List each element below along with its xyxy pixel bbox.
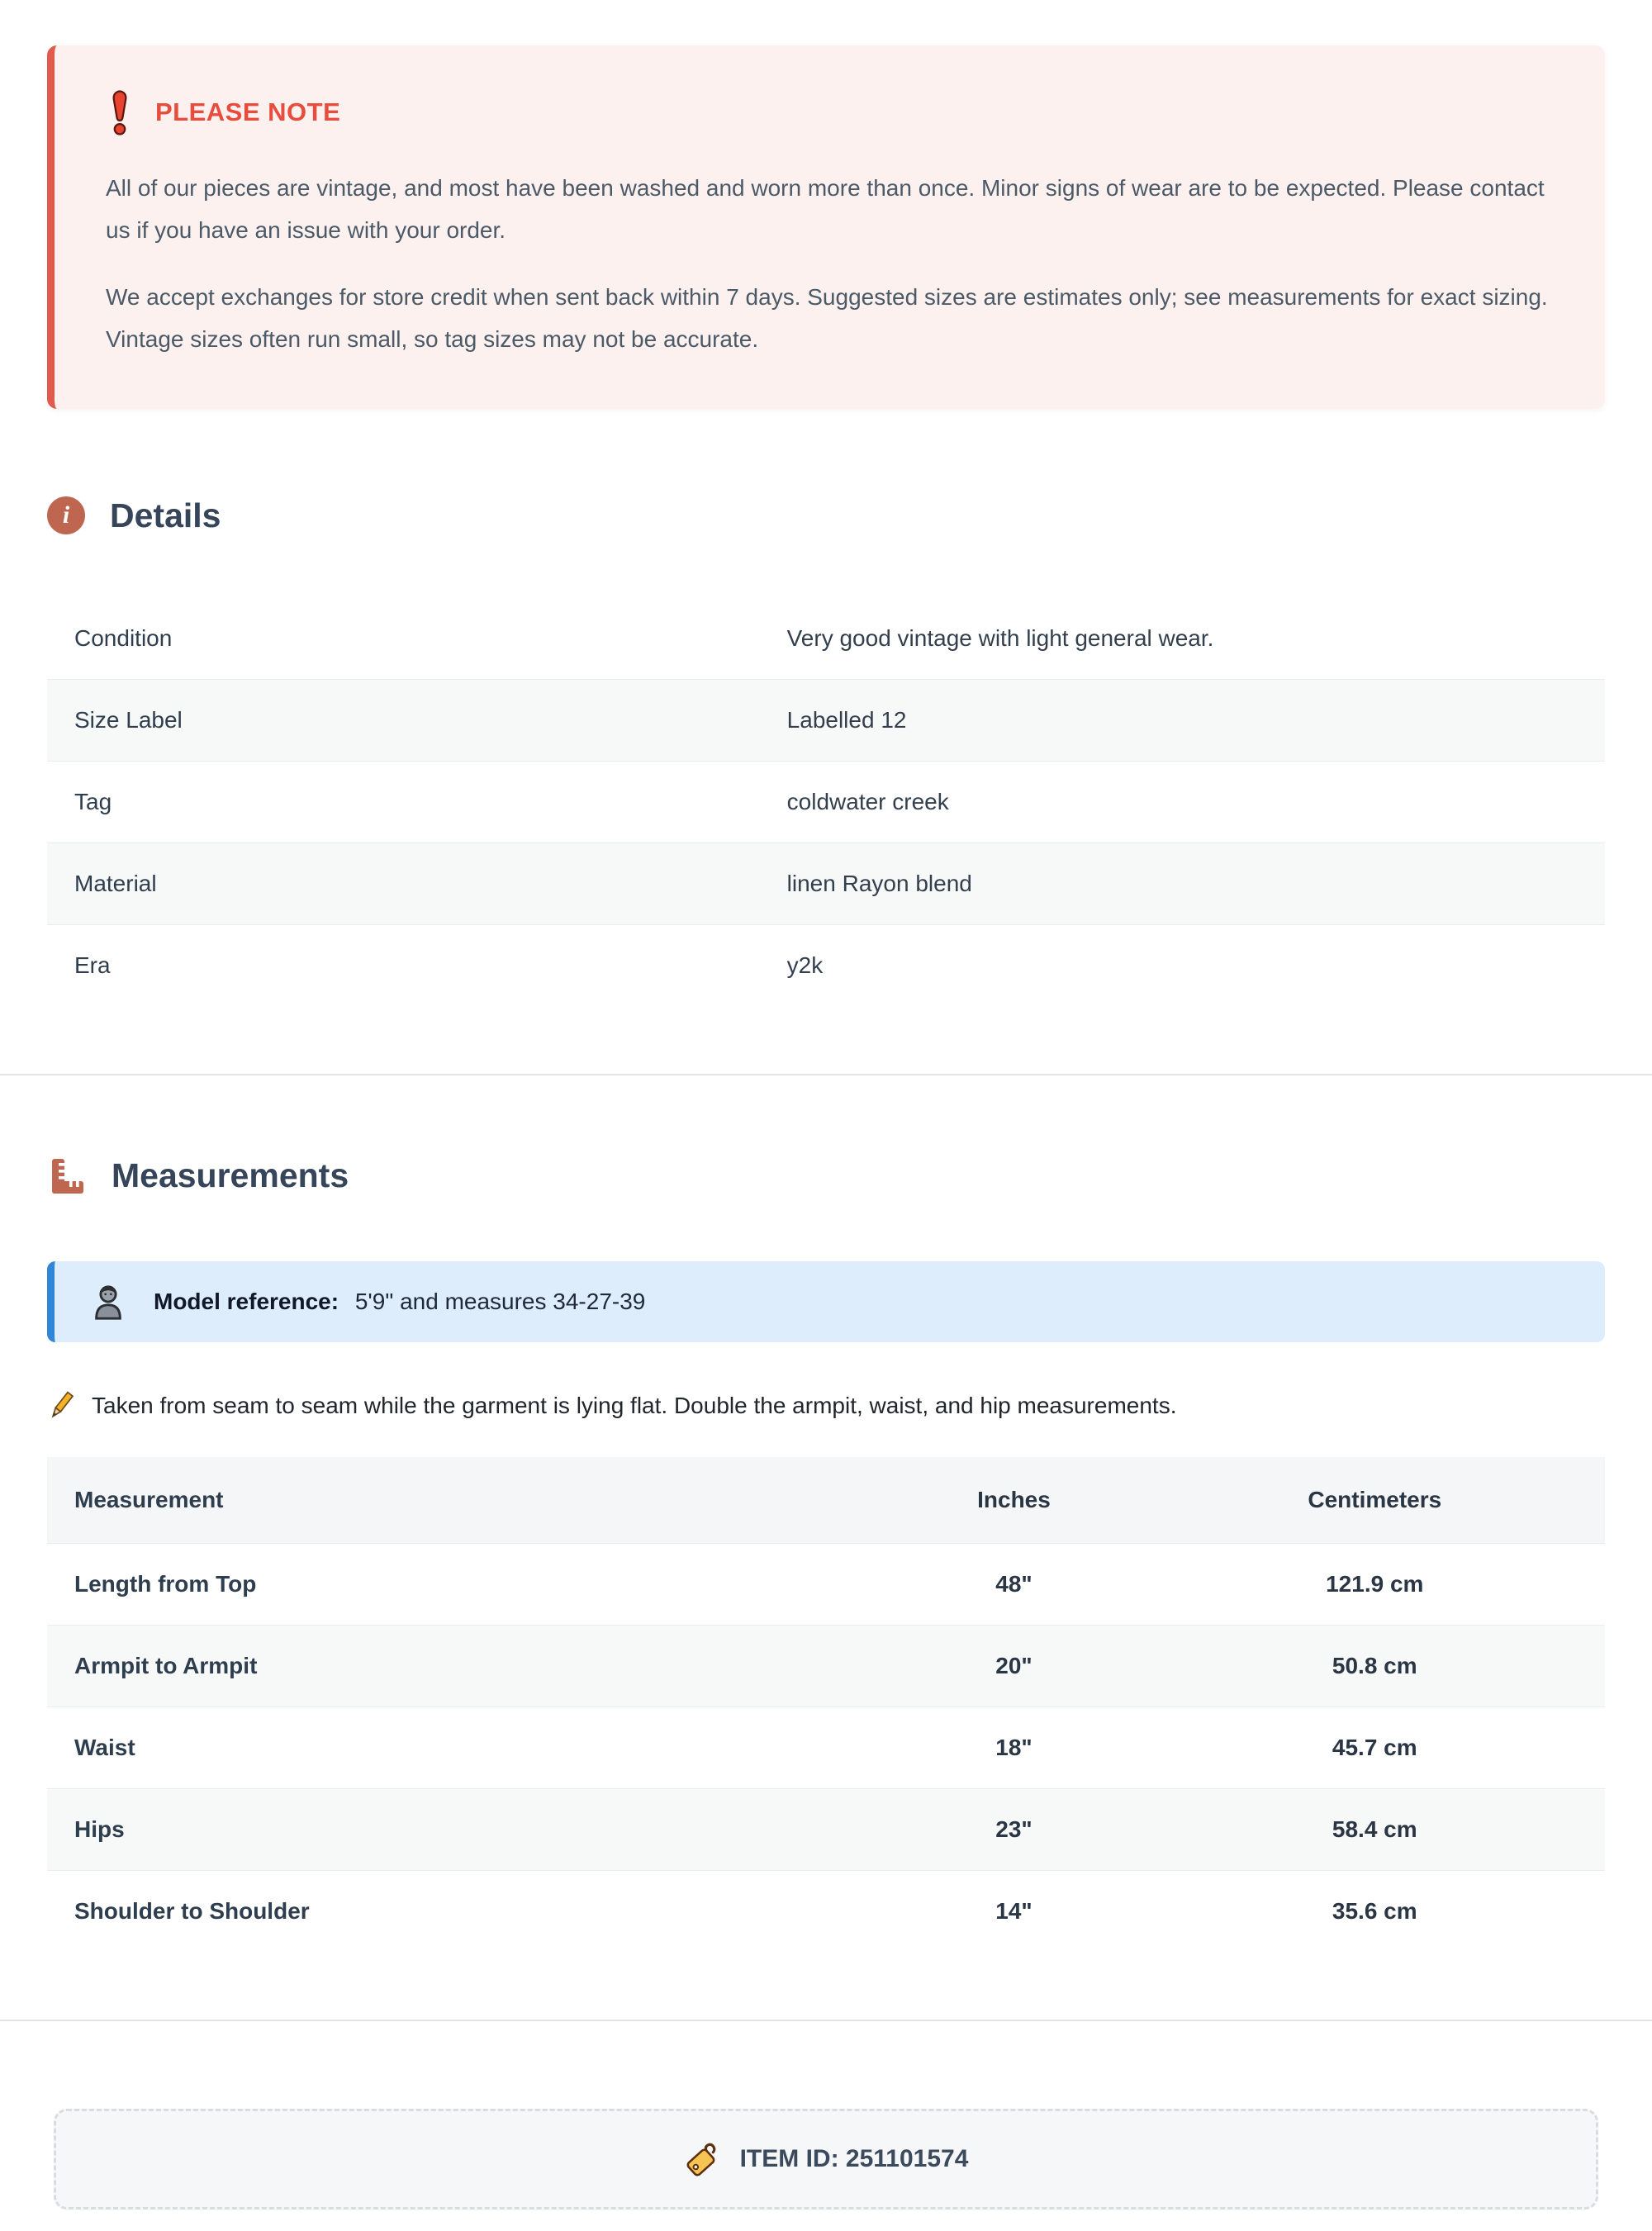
measurements-title: Measurements <box>112 1156 349 1195</box>
measurement-label: Length from Top <box>74 1570 257 1597</box>
info-icon: i <box>47 496 85 534</box>
measurement-cm: 35.6 cm <box>1332 1897 1417 1924</box>
table-row <box>47 761 1605 843</box>
section-divider <box>0 1074 1652 1075</box>
detail-value: Very good vintage with light general wear. <box>786 624 1214 651</box>
table-row <box>47 1543 1605 1625</box>
alert-title: PLEASE NOTE <box>155 97 341 126</box>
table-row <box>47 1788 1605 1870</box>
detail-label: Tag <box>74 788 112 814</box>
column-header-measurement: Measurement <box>74 1486 224 1512</box>
alert-title-row <box>106 88 1554 136</box>
measurement-cm: 121.9 cm <box>1326 1570 1424 1597</box>
model-reference-value: 5'9" and measures 34-27-39 <box>354 1288 646 1314</box>
table-row <box>47 679 1605 761</box>
exclamation-icon <box>106 88 134 136</box>
table-row <box>47 598 1605 679</box>
measurement-inches: 18" <box>995 1734 1032 1760</box>
measurement-cm: 58.4 cm <box>1332 1816 1417 1842</box>
alert-paragraph: We accept exchanges for store credit when sent back within 7 days. Suggested sizes are estimates only; see measurements for exact sizing. Vintage sizes often run small, so tag sizes may not be accurate. <box>106 283 1548 352</box>
alert-paragraph: All of our pieces are vintage, and most have been washed and worn more than once. Minor signs of wear are to be expected. Please contact us if you have an issue with your order. <box>106 175 1545 243</box>
details-heading <box>47 496 1605 535</box>
measurements-table <box>47 1457 1605 1952</box>
column-header-inches: Inches <box>977 1486 1051 1512</box>
pencil-icon <box>47 1389 75 1422</box>
details-section <box>0 496 1652 1006</box>
detail-value: Labelled 12 <box>786 706 907 733</box>
measurement-note <box>47 1389 1605 1422</box>
model-reference-label: Model reference: <box>154 1288 339 1314</box>
detail-value: y2k <box>786 952 824 978</box>
measurement-cm: 50.8 cm <box>1332 1652 1417 1678</box>
ruler-icon <box>47 1156 87 1196</box>
item-id-text: ITEM ID: 251101574 <box>739 2144 969 2172</box>
table-header-row <box>47 1457 1605 1543</box>
measurement-cm: 45.7 cm <box>1332 1734 1417 1760</box>
measurement-inches: 14" <box>995 1897 1032 1924</box>
table-row <box>47 1706 1605 1788</box>
measurements-section <box>0 1156 1652 1952</box>
item-id-box <box>54 2109 1598 2210</box>
model-reference-box <box>47 1261 1605 1342</box>
table-row <box>47 1870 1605 1952</box>
table-row <box>47 924 1605 1006</box>
measurement-inches: 48" <box>995 1570 1032 1597</box>
please-note-alert <box>47 45 1605 409</box>
model-reference-text <box>154 1289 645 1315</box>
measurement-label: Armpit to Armpit <box>74 1652 258 1678</box>
table-row <box>47 1625 1605 1706</box>
table-row <box>47 843 1605 924</box>
detail-value: linen Rayon blend <box>786 870 972 896</box>
details-title: Details <box>110 496 221 534</box>
detail-label: Era <box>74 952 111 978</box>
detail-label: Material <box>74 870 157 896</box>
section-divider <box>0 2020 1652 2021</box>
detail-label: Condition <box>74 624 173 651</box>
measurement-note-text: Taken from seam to seam while the garment is lying flat. Double the armpit, waist, and hip measurements. <box>92 1392 1177 1418</box>
measurements-heading <box>47 1156 1605 1196</box>
measurement-inches: 20" <box>995 1652 1032 1678</box>
measurement-label: Hips <box>74 1816 125 1842</box>
tag-icon <box>684 2141 720 2177</box>
column-header-centimeters: Centimeters <box>1308 1486 1442 1512</box>
detail-value: coldwater creek <box>786 788 949 814</box>
measurement-inches: 23" <box>995 1816 1032 1842</box>
details-table <box>47 598 1605 1006</box>
detail-label: Size Label <box>74 706 183 733</box>
person-bust-icon <box>89 1283 127 1321</box>
measurement-label: Waist <box>74 1734 135 1760</box>
measurement-label: Shoulder to Shoulder <box>74 1897 310 1924</box>
